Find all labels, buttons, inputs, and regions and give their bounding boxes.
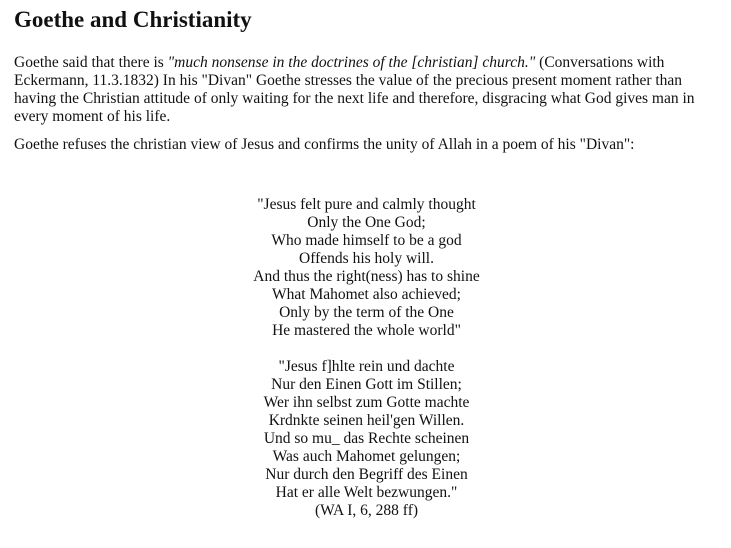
intro-text-rest: (Conversations with Eckermann, 11.3.1832) In his "Divan" Goethe stresses the value of the precious present moment rather than having the Christian attitude of only waiting for the next life and therefore, disgracing what God gives man in every moment of his life. <box>14 54 695 125</box>
poem-line: Krdnkte seinen heil'gen Willen. <box>268 412 465 429</box>
poem-line: "Jesus f]hlte rein und dachte <box>278 358 455 375</box>
article <box>14 0 719 520</box>
poem-line: Only the One God; <box>307 214 426 231</box>
poem-line: Only by the term of the One <box>279 304 454 321</box>
poem-line: Wer ihn selbst zum Gotte machte <box>263 394 470 411</box>
poem-line: Hat er alle Welt bezwungen." <box>275 484 458 501</box>
poem-line: What Mahomet also achieved; <box>272 286 461 303</box>
poem-line: And thus the right(ness) has to shine <box>253 268 480 285</box>
poem-line: Was auch Mahomet gelungen; <box>272 448 461 465</box>
poem-line: Nur den Einen Gott im Stillen; <box>271 376 462 393</box>
poem-english <box>14 196 719 340</box>
intro-paragraph <box>14 54 719 126</box>
page-title: Goethe and Christianity <box>14 7 252 32</box>
poem-line: Who made himself to be a god <box>271 232 462 249</box>
poem-line: Und so mu_ das Rechte scheinen <box>263 430 470 447</box>
poem-german <box>14 358 719 520</box>
poem-line: He mastered the whole world" <box>272 322 461 339</box>
goethe-quote: "much nonsense in the doctrines of the [christian] church." <box>167 54 536 71</box>
poem-line: Offends his holy will. <box>299 250 434 267</box>
poem-citation: (WA I, 6, 288 ff) <box>314 502 419 519</box>
poem-line: "Jesus felt pure and calmly thought <box>257 196 476 213</box>
poem-line: Nur durch den Begriff des Einen <box>265 466 468 483</box>
poem-intro-paragraph: Goethe refuses the christian view of Jesus and confirms the unity of Allah in a poem of his "Divan": <box>14 136 635 153</box>
intro-text-start: Goethe said that there is <box>14 54 168 71</box>
